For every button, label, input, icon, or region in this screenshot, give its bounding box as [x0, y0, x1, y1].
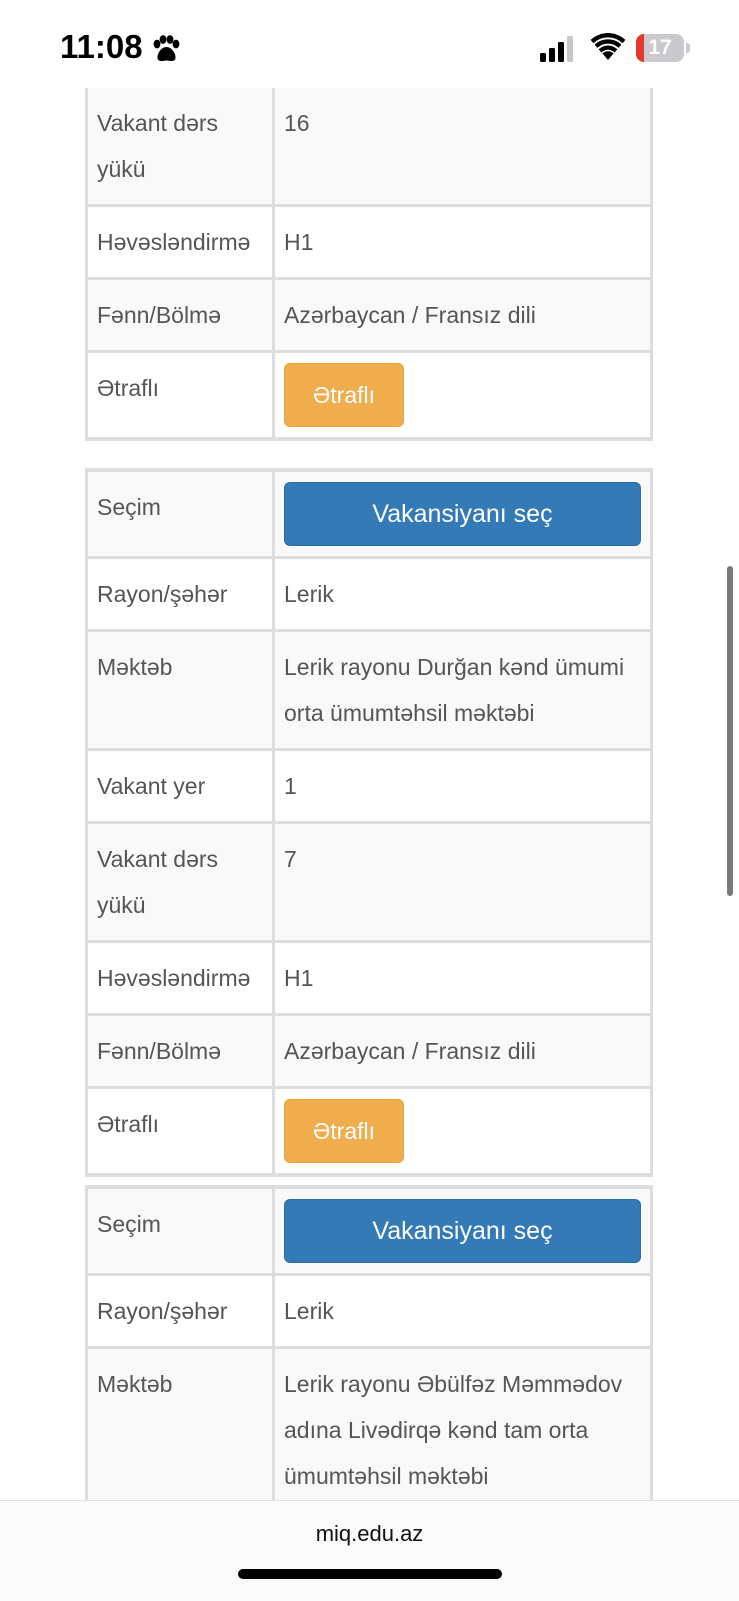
- row-value: Azərbaycan / Fransız dili: [274, 279, 652, 352]
- table-row: [87, 942, 652, 1015]
- vacancy-table: [85, 468, 653, 1177]
- select-label: Seçim: [87, 470, 274, 558]
- status-bar: [0, 0, 739, 88]
- details-cell: [274, 1088, 652, 1176]
- select-label: Seçim: [87, 1187, 274, 1275]
- row-value: Lerik: [274, 1275, 652, 1348]
- row-label: Fənn/Bölmə: [87, 279, 274, 352]
- row-label: Məktəb: [87, 1348, 274, 1514]
- details-button[interactable]: Ətraflı: [284, 363, 404, 427]
- page-scrollbar[interactable]: [727, 566, 733, 896]
- row-value: Azərbaycan / Fransız dili: [274, 1015, 652, 1088]
- row-value: 16: [274, 87, 652, 206]
- home-indicator[interactable]: [238, 1569, 502, 1579]
- row-label: Rayon/şəhər: [87, 558, 274, 631]
- battery-icon: [636, 34, 686, 62]
- table-row: [87, 352, 652, 440]
- row-label: Həvəsləndirmə: [87, 942, 274, 1015]
- vacancy-table-partial: [85, 85, 653, 441]
- table-row: [87, 823, 652, 942]
- row-value: Lerik: [274, 558, 652, 631]
- table-row: [87, 279, 652, 352]
- details-button[interactable]: Ətraflı: [284, 1099, 404, 1163]
- select-cell: [274, 1187, 652, 1275]
- row-label: Vakant yer: [87, 750, 274, 823]
- select-cell: [274, 470, 652, 558]
- table-row: [87, 1275, 652, 1348]
- table-row: [87, 558, 652, 631]
- browser-bottom-bar: [0, 1500, 739, 1601]
- row-label: Vakant dərs yükü: [87, 87, 274, 206]
- url-bar[interactable]: miq.edu.az: [315, 1521, 424, 1546]
- battery-tip: [686, 43, 690, 53]
- battery-body: [636, 34, 684, 62]
- cellular-signal-icon: [538, 36, 578, 62]
- row-value: H1: [274, 942, 652, 1015]
- vacancy-table: [85, 1185, 653, 1515]
- paw-icon: [150, 34, 180, 64]
- row-label: Həvəsləndirmə: [87, 206, 274, 279]
- table-row: [87, 1187, 652, 1275]
- row-value: H1: [274, 206, 652, 279]
- wifi-icon: [590, 33, 626, 61]
- row-label: Rayon/şəhər: [87, 1275, 274, 1348]
- details-cell: [274, 352, 652, 440]
- row-value: 1: [274, 750, 652, 823]
- status-time: 11:08: [60, 28, 143, 65]
- select-vacancy-button[interactable]: Vakansiyanı seç: [284, 482, 641, 546]
- select-vacancy-button[interactable]: Vakansiyanı seç: [284, 1199, 641, 1263]
- table-row: [87, 1015, 652, 1088]
- table-row: [87, 1088, 652, 1176]
- table-row: [87, 750, 652, 823]
- details-label: Ətraflı: [87, 1088, 274, 1176]
- table-row: [87, 206, 652, 279]
- table-row: [87, 470, 652, 558]
- row-value: 7: [274, 823, 652, 942]
- table-row: [87, 87, 652, 206]
- row-value: Lerik rayonu Əbülfəz Məmmədov adına Livədirqə kənd tam orta ümumtəhsil məktəbi: [274, 1348, 652, 1514]
- row-label: Fənn/Bölmə: [87, 1015, 274, 1088]
- row-label: Məktəb: [87, 631, 274, 750]
- battery-level: 17: [648, 36, 672, 59]
- row-value: Lerik rayonu Durğan kənd ümumi orta ümumtəhsil məktəbi: [274, 631, 652, 750]
- details-label: Ətraflı: [87, 352, 274, 440]
- row-label: Vakant dərs yükü: [87, 823, 274, 942]
- table-row: [87, 631, 652, 750]
- table-row: [87, 1348, 652, 1514]
